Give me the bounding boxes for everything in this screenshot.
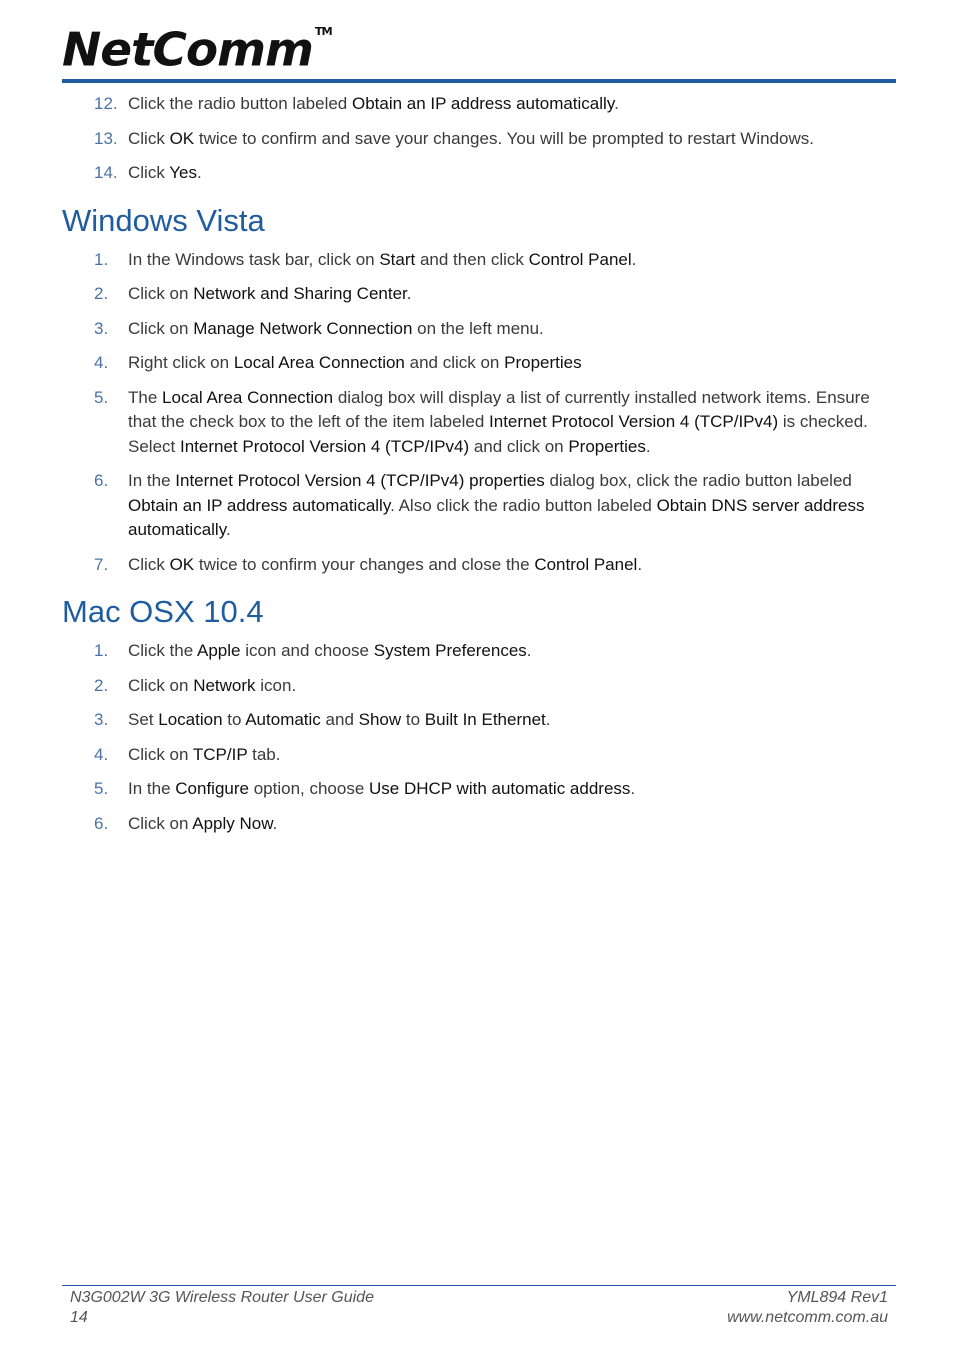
footer-website: www.netcomm.com.au: [727, 1309, 888, 1326]
ui-term: TCP/IP: [192, 744, 248, 764]
ui-term: Automatic: [245, 710, 321, 729]
step-text: Click: [128, 163, 170, 182]
ui-term: Use DHCP with automatic address: [369, 779, 631, 798]
ui-term: Internet Protocol Version 4 (TCP/IPv4): [489, 412, 779, 431]
step-text: to: [222, 710, 246, 729]
step-number: 5.: [94, 387, 109, 407]
ui-term: Built In Ethernet: [424, 710, 546, 729]
ui-term: Obtain DNS server address automatically: [128, 495, 865, 539]
list-item: [62, 708, 896, 733]
step-text: . Also click the radio button labeled: [390, 495, 657, 515]
list-item: [62, 777, 896, 802]
netcomm-logo: [62, 18, 332, 77]
ui-term: Obtain an IP address automatically: [128, 495, 391, 515]
ui-term: Yes: [169, 163, 197, 182]
section-heading: Windows Vista: [62, 202, 265, 238]
step-text: and click on: [404, 353, 505, 372]
list-item: [62, 127, 896, 152]
step-number: 6.: [94, 813, 109, 833]
list-item: [62, 674, 896, 699]
step-text: on the left menu.: [412, 318, 544, 338]
ui-term: Network: [193, 675, 256, 695]
list-item: [62, 743, 896, 768]
ui-term: OK: [169, 554, 195, 574]
list-item: [62, 161, 896, 186]
step-number: 1.: [94, 641, 109, 660]
footer-right: [727, 1288, 888, 1328]
step-text: In the: [128, 471, 176, 490]
step-text: Set: [128, 710, 159, 729]
ui-term: Properties: [504, 353, 582, 372]
step-text: Click the: [128, 641, 197, 660]
list-item: [62, 469, 896, 543]
header-rule: [62, 79, 896, 83]
ui-term: Network and Sharing Center: [193, 284, 407, 303]
intro-step-list: [62, 92, 896, 186]
list-item: [62, 812, 896, 837]
step-number: 12.: [94, 94, 118, 113]
step-text: dialog box, click the radio button labeled: [544, 471, 852, 490]
step-list: [62, 639, 896, 836]
step-text: In the Windows task bar, click on: [128, 249, 380, 269]
list-item: [62, 553, 896, 578]
sections: [62, 202, 896, 837]
step-number: 4.: [94, 744, 109, 764]
step-text: twice to confirm your changes and close the: [194, 554, 535, 574]
step-number: 6.: [94, 471, 109, 490]
step-text: tab.: [247, 744, 281, 764]
step-text: and click on: [469, 436, 569, 456]
step-text: Click on: [128, 744, 193, 764]
ui-term: Start: [379, 249, 416, 269]
step-text: Click: [128, 128, 170, 148]
step-text: to: [401, 710, 425, 729]
ui-term: Local Area Connection: [162, 387, 334, 407]
step-text: dialog box will display a list of currently installed network items. Ensure that the check box to the left of the item labeled: [128, 387, 870, 431]
step-number: 2.: [94, 675, 109, 695]
step-text: Click on: [128, 813, 193, 833]
trademark-mark: TM: [314, 25, 332, 38]
footer-left: [70, 1288, 374, 1328]
step-text: .: [614, 94, 619, 113]
step-number: 7.: [94, 554, 109, 574]
step-number: 1.: [94, 249, 109, 269]
step-text: is checked. Select: [128, 412, 868, 456]
step-number: 2.: [94, 284, 109, 303]
section-heading: Mac OSX 10.4: [62, 594, 264, 629]
ui-term: Configure: [175, 779, 249, 798]
ui-term: Obtain an IP address automatically: [351, 94, 615, 113]
footer-page-number: 14: [70, 1309, 88, 1326]
ui-term: Apple: [196, 641, 241, 660]
step-text: .: [630, 779, 636, 798]
ui-term: Location: [158, 710, 223, 729]
ui-term: Manage Network Connection: [193, 318, 413, 338]
ui-term: Apply Now: [192, 813, 273, 833]
step-text: twice to confirm and save your changes. You will be prompted to restart Windows.: [194, 128, 814, 148]
list-item: [62, 386, 896, 460]
step-text: .: [526, 641, 532, 660]
step-text: Click on: [128, 318, 194, 338]
step-text: Click the radio button labeled: [128, 94, 352, 113]
ui-term: System Preferences: [373, 641, 527, 660]
step-text: Click: [128, 554, 170, 574]
step-number: 13.: [94, 128, 118, 148]
step-text: .: [272, 813, 278, 833]
step-text: .: [406, 284, 412, 303]
step-text: The: [128, 387, 163, 407]
step-text: and: [320, 710, 359, 729]
ui-term: Control Panel: [534, 554, 638, 574]
list-item: [62, 639, 896, 664]
step-text: icon.: [255, 675, 297, 695]
page-content: [62, 92, 896, 846]
step-text: option, choose: [248, 779, 370, 798]
step-text: .: [545, 710, 551, 729]
list-item: [62, 92, 896, 117]
list-item: [62, 282, 896, 307]
ui-term: Show: [358, 710, 402, 729]
footer-rule: [62, 1285, 896, 1286]
step-text: Click on: [128, 284, 194, 303]
list-item: [62, 317, 896, 342]
step-number: 14.: [94, 163, 118, 182]
step-text: .: [637, 554, 643, 574]
step-number: 3.: [94, 318, 109, 338]
list-item: [62, 248, 896, 273]
step-text: In the: [128, 779, 176, 798]
step-number: 3.: [94, 710, 109, 729]
list-item: [62, 351, 896, 376]
footer-doc-title: N3G002W 3G Wireless Router User Guide: [70, 1289, 374, 1306]
step-text: icon and choose: [240, 641, 374, 660]
step-text: and then click: [415, 249, 529, 269]
ui-term: Control Panel: [528, 249, 632, 269]
ui-term: Internet Protocol Version 4 (TCP/IPv4) properties: [175, 471, 545, 490]
brand-name: NetComm: [62, 22, 313, 77]
footer-revision: YML894 Rev1: [786, 1289, 888, 1306]
step-text: .: [631, 249, 637, 269]
ui-term: Properties: [568, 436, 646, 456]
step-text: .: [645, 436, 651, 456]
step-number: 4.: [94, 353, 109, 372]
ui-term: Local Area Connection: [233, 353, 405, 372]
step-number: 5.: [94, 779, 109, 798]
step-list: [62, 248, 896, 578]
step-text: .: [225, 520, 231, 539]
step-text: Click on: [128, 675, 194, 695]
step-text: .: [196, 163, 202, 182]
step-text: Right click on: [128, 353, 234, 372]
ui-term: OK: [169, 128, 195, 148]
ui-term: Internet Protocol Version 4 (TCP/IPv4): [179, 436, 470, 456]
